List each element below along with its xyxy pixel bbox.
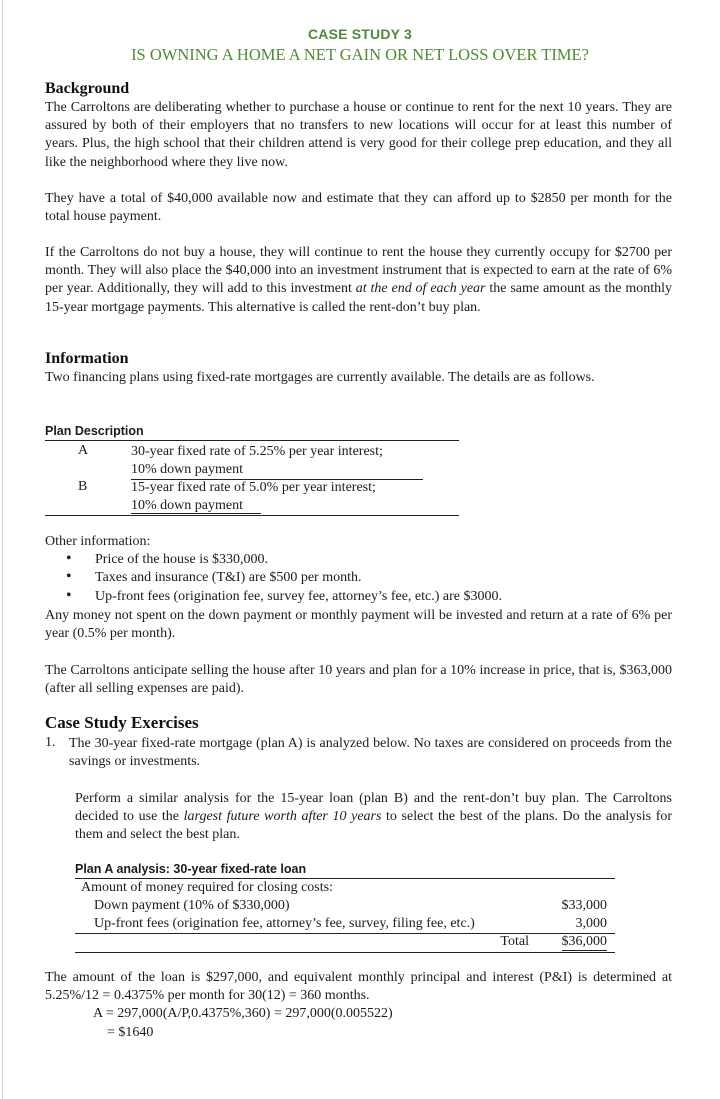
selling-note xyxy=(45,662,672,698)
exercise-1-paragraph: The 30-year fixed-rate mortgage (plan A) is analyzed below. No taxes are considered on proceeds from the savings or investments. xyxy=(69,736,672,770)
plan-b-description xyxy=(131,479,376,515)
background-paragraph-2 xyxy=(45,190,672,226)
list-item: • Taxes and insurance (T&I) are $500 per month. xyxy=(62,569,502,587)
exercise-1b-text-b: to select the best of the plans. Do the analysis for them and select the best plan. xyxy=(75,809,673,843)
para3-italic: at the end of each year xyxy=(355,281,486,297)
formula-line-2: = $1640 xyxy=(107,1025,154,1040)
exercise-1-text xyxy=(69,735,672,771)
other-information-label-text: Other information: xyxy=(45,534,151,549)
plan-a-description xyxy=(131,443,383,479)
down-payment-label: Down payment (10% of $330,000) xyxy=(94,898,290,913)
plan-a-line-1: 30-year fixed rate of 5.25% per year interest; xyxy=(131,444,383,459)
information-intro-text: Two financing plans using fixed-rate mortgages are currently available. The details are as follows. xyxy=(45,370,595,385)
para3-text-a: If the Carroltons do not buy a house, they will continue to rent the house they currently occupy for $2700 per month. They will also place the $40,000 into an investment instrument that is expected to earn at the rate of 6% per year. Additionally, they will add to this investment xyxy=(45,245,672,297)
background-paragraph-1-text: The Carroltons are deliberating whether to purchase a house or continue to rent for the next 10 years. They are assured by both of their employers that no transfers to new locations will occur for at least this number of years. Plus, the high school that their children attend is very good for their college prep education, and they all like the neighborhood where they live now. xyxy=(45,100,672,170)
analysis-mid-rule xyxy=(75,933,615,934)
background-heading: Background xyxy=(45,80,130,97)
background-paragraph-2-text: They have a total of $40,000 available now and estimate that they can afford up to $2850 per month for the total house payment. xyxy=(45,191,672,225)
other-information-list xyxy=(62,551,502,606)
investment-note xyxy=(45,607,672,643)
exercise-1b-text-a: Perform a similar analysis for the 15-year loan (plan B) and the rent-don’t buy plan. The Carroltons decided to use the xyxy=(75,791,672,825)
exercises-heading: Case Study Exercises xyxy=(45,713,199,732)
investment-note-text: Any money not spent on the down payment or monthly payment will be invested and return at a rate of 6% per year (0.5% per month). xyxy=(45,608,672,642)
analysis-bottom-rule xyxy=(75,952,615,953)
plan-b-line-2: 10% down payment xyxy=(131,498,243,513)
upfront-fees-value: 3,000 xyxy=(575,916,607,931)
analysis-heading: Plan A analysis: 30-year fixed-rate loan xyxy=(75,862,307,876)
exercise-1b-text xyxy=(75,790,672,845)
list-item: • Up-front fees (origination fee, survey fee, attorney’s fee, etc.) are $3000. xyxy=(62,588,502,606)
loan-paragraph xyxy=(45,969,672,1005)
exercise-1b-italic: largest future worth after 10 years xyxy=(183,809,382,825)
plan-b-line-1: 15-year fixed rate of 5.0% per year interest; xyxy=(131,480,376,495)
list-item: • Price of the house is $330,000. xyxy=(62,551,502,569)
background-paragraph-1 xyxy=(45,99,672,172)
total-value xyxy=(562,934,608,950)
plan-a-line-2: 10% down payment xyxy=(131,462,243,477)
background-paragraph-3 xyxy=(45,244,672,317)
total-value-text: $36,000 xyxy=(561,934,607,949)
upfront-fees-label: Up-front fees (origination fee, attorney’s fee, survey, filing fee, etc.) xyxy=(94,916,475,931)
plan-a-letter: A xyxy=(78,443,89,458)
analysis-top-rule xyxy=(75,878,615,879)
plan-table-bottom-rule xyxy=(45,515,459,516)
information-intro xyxy=(45,369,645,387)
closing-costs-label: Amount of money required for closing costs: xyxy=(81,880,333,895)
case-study-number: CASE STUDY 3 xyxy=(307,26,413,42)
page-left-edge xyxy=(2,0,3,1099)
information-heading: Information xyxy=(45,350,129,367)
plan-b-underline xyxy=(131,513,261,514)
plan-table-top-rule xyxy=(45,440,459,441)
selling-note-text: The Carroltons anticipate selling the house after 10 years and plan for a 10% increase in price, that is, $363,000 (after all selling expenses are paid). xyxy=(45,663,672,697)
down-payment-value: $33,000 xyxy=(561,898,607,913)
loan-paragraph-text: The amount of the loan is $297,000, and equivalent monthly principal and interest (P&I) is determined at 5.25%/12 = 0.4375% per month for 30(12) = 360 months. xyxy=(45,970,672,1004)
plan-b-letter: B xyxy=(78,479,88,494)
para3-text-b: the same amount as the monthly 15-year mortgage payments. This alternative is called the rent-don’t buy plan. xyxy=(45,281,673,315)
other-information-label xyxy=(45,533,672,551)
plan-table-header: Plan Description xyxy=(45,424,144,438)
formula-line-1: A = 297,000(A/P,0.4375%,360) = 297,000(0.005522) xyxy=(93,1006,393,1021)
case-study-title: IS OWNING A HOME A NET GAIN OR NET LOSS OVER TIME? xyxy=(131,45,589,64)
total-label: Total xyxy=(500,934,529,949)
exercise-number: 1. xyxy=(45,735,56,750)
